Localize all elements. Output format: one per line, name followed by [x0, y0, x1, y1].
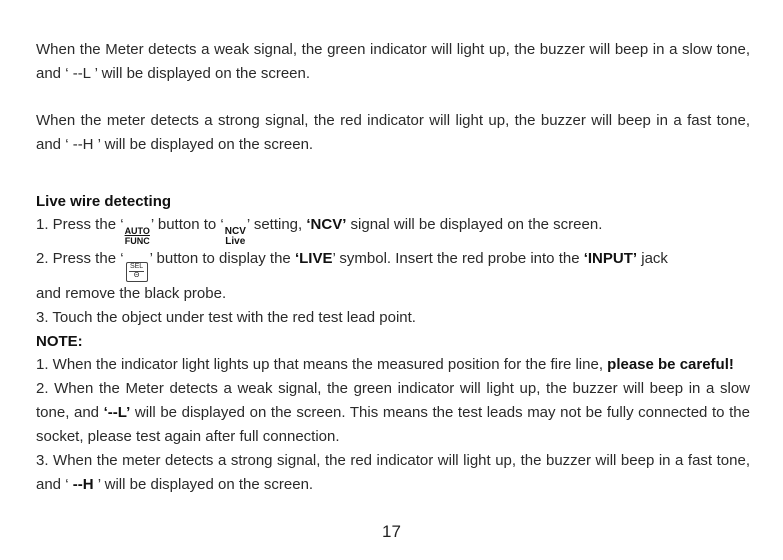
weak-signal-paragraph: When the Meter detects a weak signal, the green indicator will light up, the buzzer will beep in a slow tone, and ‘ --L ’ will be displayed on the screen. [36, 41, 750, 82]
step-2-text-d: jack [637, 250, 668, 267]
step-3: 3. Touch the object under test with the red test lead point. [36, 308, 416, 326]
note-2-text-a: 2. When the Meter detects a weak signal, the green indicator will light up, the buzzer will beep in a slow tone, and [36, 379, 750, 421]
step-2-text-b: button to display the [152, 250, 295, 267]
step-2-line-2: and remove the black probe. [36, 284, 227, 302]
sel-label: SEL [129, 263, 144, 270]
sel-button-icon [126, 262, 148, 282]
live-bold: ‘LIVE [294, 250, 333, 267]
live-wire-heading: Live wire detecting [36, 193, 172, 210]
sel-symbol: Θ [133, 272, 140, 279]
auto-label: AUTO [124, 226, 150, 236]
note-1-warning: please be careful! [607, 355, 734, 373]
auto-func-button-icon [125, 226, 150, 246]
note-2-code: ‘--L’ [103, 403, 131, 421]
note-1-text: 1. When the indicator light lights up that means the measured position for the fire line, [36, 355, 608, 373]
step-1-text-d: signal will be displayed on the screen. [346, 216, 603, 233]
step-1: 1. Press the ‘ AUTO FUNC ’ button to ‘ NCV Live ’ setting, ‘NCV’ signal will be displayed on the screen. [36, 216, 603, 247]
ncv-live-setting-icon [225, 227, 246, 247]
note-2-text-b: will be displayed on the screen. This means the test leads may not be fully connected to the socket, please test again after full connection. [36, 403, 750, 445]
note-heading: NOTE: [36, 332, 83, 350]
input-bold: ‘INPUT’ [583, 250, 638, 267]
ncv-bold: ‘NCV’ [306, 216, 347, 233]
note-3-code: --H [72, 475, 94, 493]
live-label: Live [225, 236, 246, 247]
strong-signal-paragraph: When the meter detects a strong signal, the red indicator will light up, the buzzer will beep in a fast tone, and ‘ --H ’ will be displayed on the screen. [36, 112, 750, 153]
func-label: FUNC [124, 236, 150, 246]
ncv-label: NCV [224, 226, 246, 237]
step-1-text-a: 1. Press the [36, 216, 121, 233]
step-1-text-b: button to [153, 216, 221, 233]
note-2 [36, 377, 750, 449]
step-2-text-a: 2. Press the [36, 250, 121, 267]
note-3-text-a: 3. When the meter detects a strong signal, the red indicator will light up, the buzzer will beep in a fast tone, and ‘ [36, 451, 750, 493]
step-2: 2. Press the ‘ SEL Θ ’ button to display the ‘LIVE’ symbol. Insert the red probe into the ‘INPUT’ jack [36, 247, 750, 282]
step-2-text-c: ’ symbol. Insert the red probe into the [332, 250, 584, 267]
note-1 [36, 353, 750, 377]
note-3 [36, 449, 750, 497]
step-1-text-c: setting, [249, 216, 307, 233]
note-3-text-b: ’ will be displayed on the screen. [93, 475, 314, 493]
manual-page [36, 38, 750, 497]
page-number: 17 [382, 522, 401, 541]
